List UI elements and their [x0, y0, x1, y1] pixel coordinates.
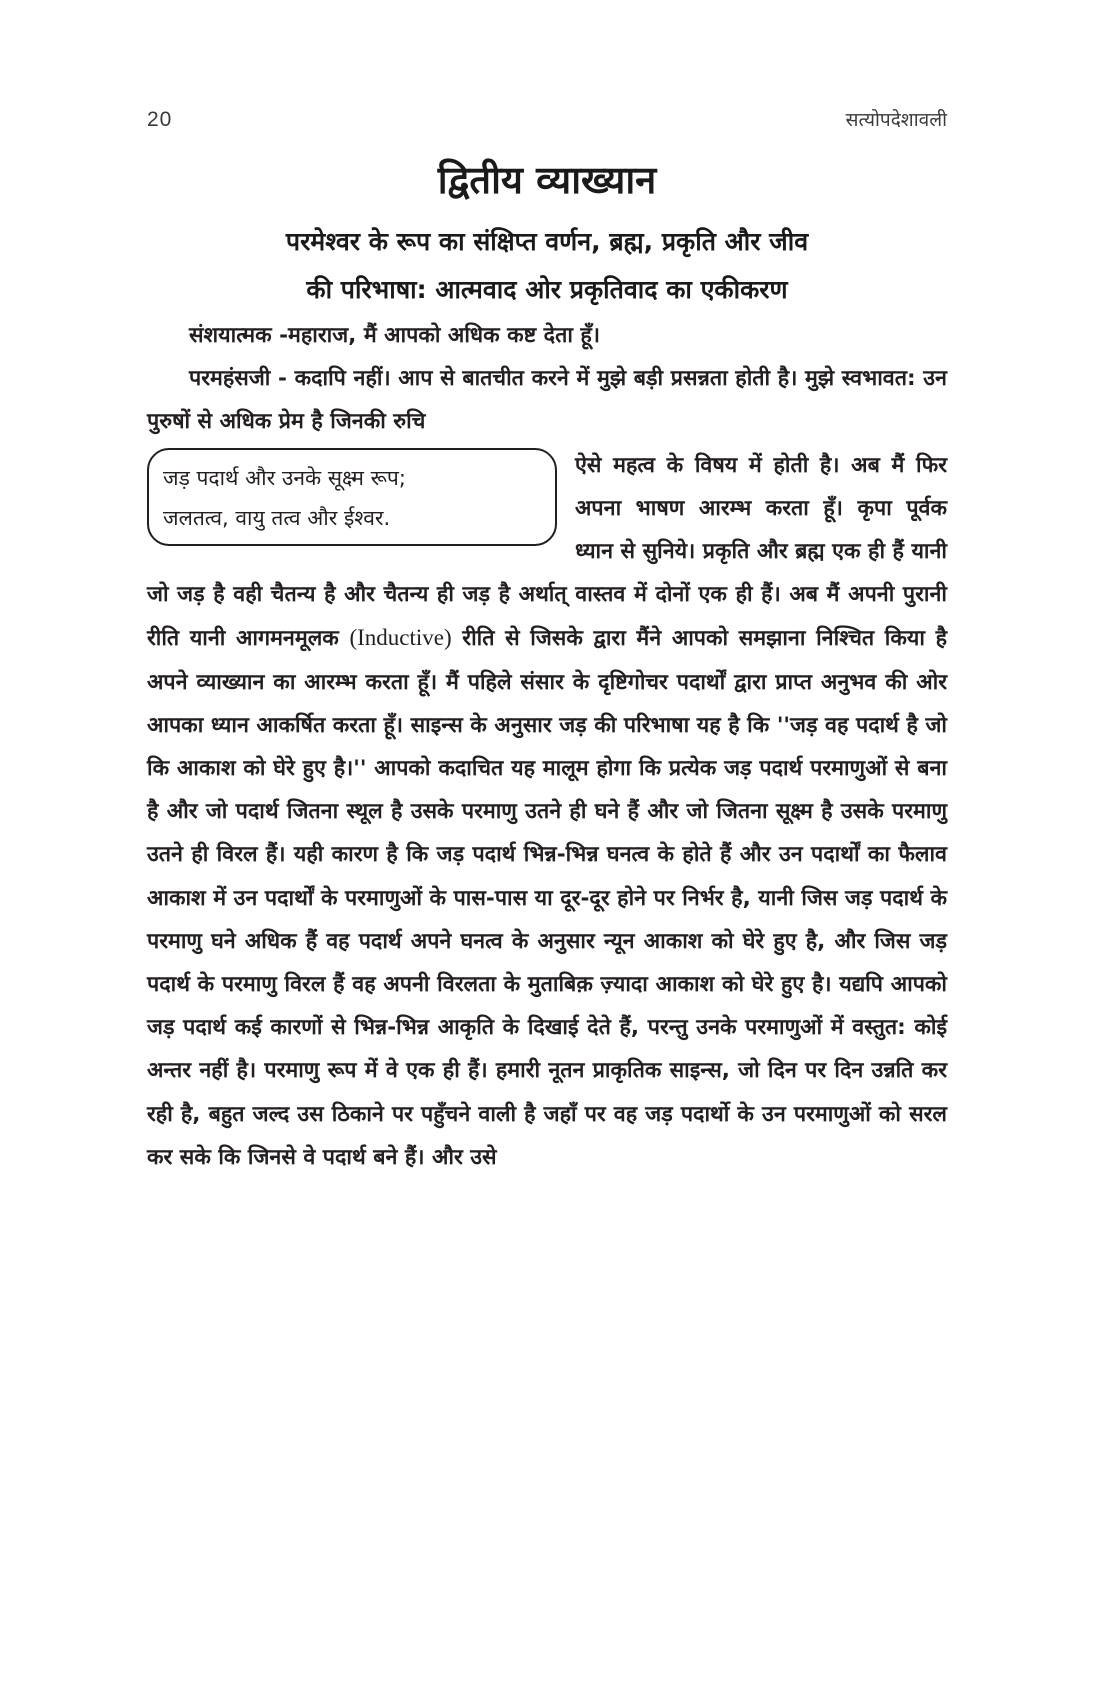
chapter-title: द्वितीय व्याख्यान: [437, 157, 657, 202]
answer-wrapped-text: ऐसे महत्व के विषय में होती है। अब मैं फिर अपना भाषण आरम्भ करता हूँ। कृपा पूर्वक: [575, 452, 947, 521]
margin-note-line-1: जड़ पदार्थ और उनके सूक्ष्म रूप;: [163, 465, 406, 490]
page-number: 20: [147, 108, 173, 131]
margin-note-box: [147, 448, 557, 546]
dialogue-question: संशयात्मक -महाराज, मैं आपको अधिक कष्ट देता हूँ।: [189, 323, 600, 348]
chapter-subtitle: [147, 218, 947, 314]
book-title: सत्योपदेशावली: [845, 109, 947, 131]
chapter-subtitle-line-2: की परिभाषा: आत्मवाद ओर प्रकृतिवाद का एकीकरण: [306, 275, 788, 304]
latin-term: (Inductive): [349, 625, 452, 651]
running-header: [147, 90, 947, 132]
body-text: [147, 314, 947, 1179]
margin-note-line-2: जलतत्व, वायु तत्व और ईश्वर.: [163, 505, 391, 530]
dialogue-answer-wrapped: [147, 444, 947, 1179]
answer-continuation-b: रीति से जिसके द्वारा मैंने आपको समझाना निश्चित किया है अपने व्याख्यान का आरम्भ करता हूँ। मैं पहिले संसार के दृष्टिगोचर पदार्थों द्वारा प्राप्त अनुभव की ओर आपका ध्यान आकर्षित करता हूँ। साइन्स के अनुसार जड़ की परिभाषा यह है कि ''जड़ वह पदार्थ है जो कि आकाश को घेरे हुए है।'' आपको कदाचित यह मालूम होगा कि प्रत्येक जड़ पदार्थ परमाणुओं से बना है और जो पदार्थ जितना स्थूल है उसके परमाणु उतने ही घने हैं और जो जितना सूक्ष्म है उसके परमाणु उतने ही विरल हैं। यही कारण है कि जड़ पदार्थ भिन्न-भिन्न घनत्व के होते हैं और उन पदार्थों का फैलाव आकाश में उन पदार्थों के परमाणुओं के पास-पास या दूर-दूर होने पर निर्भर है, यानी जिस जड़ पदार्थ के परमाणु घने अधिक हैं वह पदार्थ अपने घनत्व के अनुसार न्यून आकाश को घेरे हुए है, और जिस जड़ पदार्थ के परमाणु विरल हैं वह अपनी विरलता के मुताबिक़ ज़्यादा आकाश को घेरे हुए है। यद्यपि आपको जड़ पदार्थ कई कारणों से भिन्न-भिन्न आकृति के दिखाई देते हैं, परन्तु उनके परमाणुओं में वस्तुत: कोई अन्तर नहीं है। परमाणु रूप में वे एक ही हैं। हमारी नूतन प्राकृतिक साइन्स, जो दिन पर दिन उन्नति कर रही है, बहुत जल्द उस ठिकाने पर पहुँचने वाली है जहाँ पर वह जड़ पदार्थो के उन परमाणुओं को सरल कर सके कि जिनसे वे पदार्थ बने हैं। और उसे: [147, 626, 947, 1170]
chapter-subtitle-line-1: परमेश्वर के रूप का संक्षिप्त वर्णन, ब्रह्म, प्रकृति और जीव: [285, 227, 809, 256]
answer-continuation-a: ध्यान से सुनिये। प्रकृति और ब्रह्म एक ही हैं यानी जो जड़ है वही चैतन्य है और चैतन्य ही जड़ है अर्थात् वास्तव में दोनों एक ही हैं। अब मैं अपनी पुरानी रीति यानी आगमनमूलक: [147, 539, 947, 652]
dialogue-answer-opening: परमहंसजी - कदापि नहीं। आप से बातचीत करने में मुझे बड़ी प्रसन्नता होती है। मुझे स्वभावत: उन पुरुषों से अधिक प्रेम है जिनकी रुचि: [147, 366, 947, 435]
book-page: [147, 90, 947, 1179]
